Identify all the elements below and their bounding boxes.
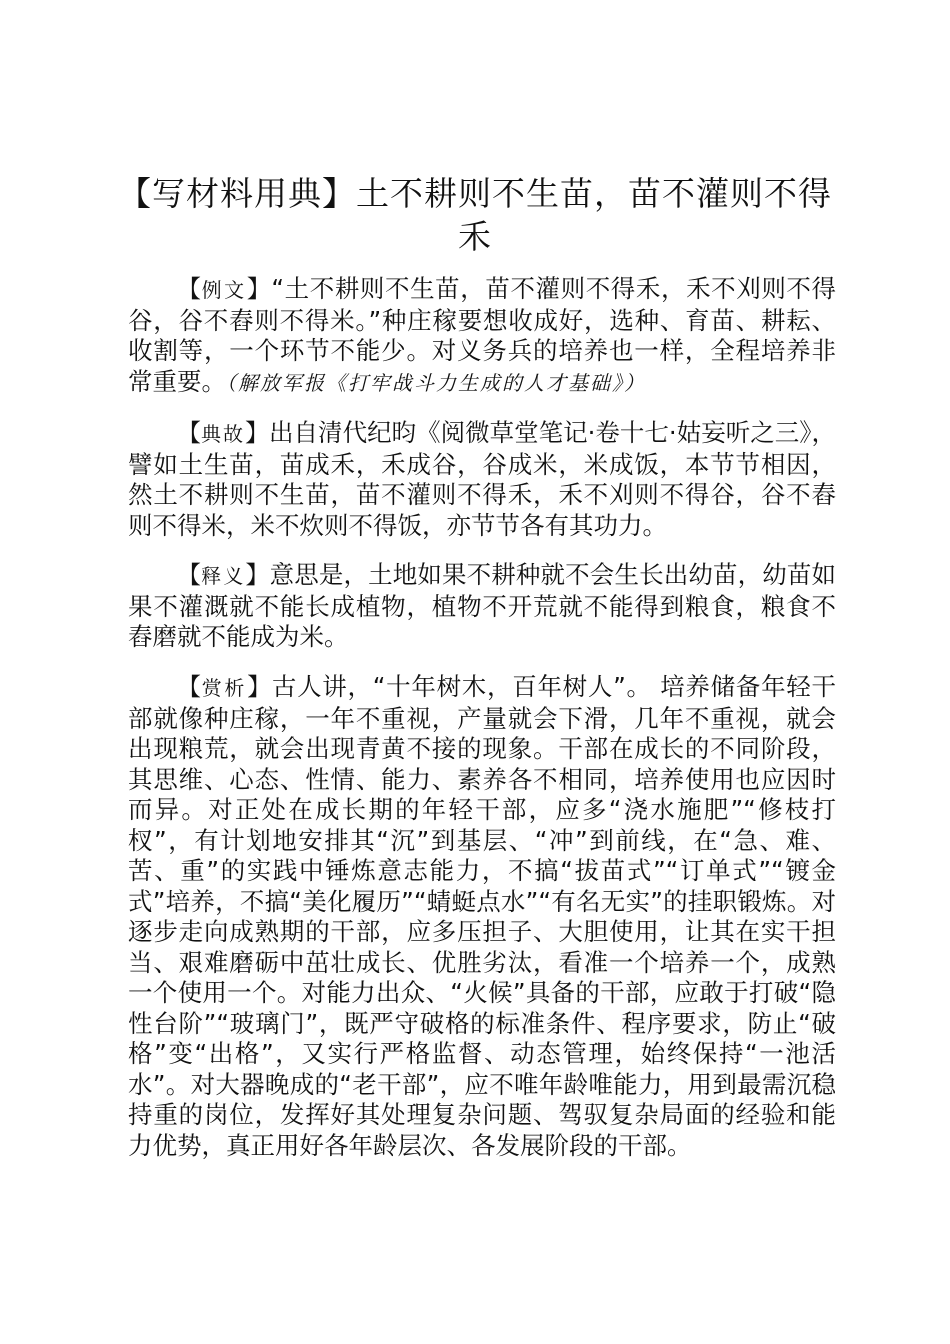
section-tag-example xyxy=(177,275,272,303)
analysis-paragraph xyxy=(128,672,836,1161)
origin-paragraph xyxy=(128,418,836,541)
meaning-paragraph xyxy=(128,560,836,653)
meaning-body: 意思是，土地如果不耕种就不会生长出幼苗，幼苗如果不灌溉就不能长成植物，植物不开荒就不能得到粮食，粮食不舂磨就不能成为米。 xyxy=(128,560,837,651)
example-body: “土不耕则不生苗，苗不灌则不得禾，禾不刈则不得谷，谷不舂则不得米。”种庄稼要想收成好，选种、育苗、耕耘、收割等，一个环节不能少。对义务兵的培养也一样，全程培养非常重要。 xyxy=(128,274,837,396)
example-source: （解放军报《打牢战斗力生成的人才基础》） xyxy=(226,370,646,395)
tag-label: 例文 xyxy=(201,278,247,302)
tag-open-bracket: 【 xyxy=(177,419,202,447)
tag-open-bracket: 【 xyxy=(177,275,202,303)
tag-close-bracket: 】 xyxy=(246,275,272,303)
section-tag-origin xyxy=(177,419,270,447)
tag-open-bracket: 【 xyxy=(177,561,202,589)
tag-close-bracket: 】 xyxy=(245,561,270,589)
tag-close-bracket: 】 xyxy=(247,673,272,701)
section-tag-meaning xyxy=(177,561,270,589)
tag-label: 典故 xyxy=(201,422,246,446)
tag-open-bracket: 【 xyxy=(177,673,202,701)
document-title: 【写材料用典】土不耕则不生苗，苗不灌则不得禾 xyxy=(118,174,832,256)
tag-label: 释义 xyxy=(201,564,246,588)
tag-close-bracket: 】 xyxy=(245,419,270,447)
tag-label: 赏析 xyxy=(201,676,248,700)
example-paragraph xyxy=(128,274,836,398)
section-tag-analysis xyxy=(177,673,272,701)
origin-body: 出自清代纪昀《阅微草堂笔记·卷十七·姑妄听之三》，譬如土生苗，苗成禾，禾成谷，谷成米，米成饭，本节节相因，然土不耕则不生苗，苗不灌则不得禾，禾不刈则不得谷，谷不舂则不得米，米不炊则不得饭，亦节节各有其功力。 xyxy=(128,418,837,540)
analysis-body: 古人讲，“十年树木，百年树人”。 培养储备年轻干部就像种庄稼，一年不重视，产量就会下滑，几年不重视，就会出现粮荒，就会出现青黄不接的现象。干部在成长的不同阶段，其思维、心态、性情、能力、素养各不相同，培养使用也应因时而异。对正处在成长期的年轻干部，应多“浇水施肥”“修枝打杈”，有计划地安排其“沉”到基层、“冲”到前线，在“急、难、苦、重”的实践中锤炼意志能力，不搞“拔苗式”“订单式”“镀金式”培养，不搞“美化履历”“蜻蜓点水”“有名无实”的挂职锻炼。对逐步走向成熟期的干部，应多压担子、大胆使用，让其在实干担当、艰难磨砺中茁壮成长、优胜劣汰，看准一个培养一个，成熟一个使用一个。对能力出众、“火候”具备的干部，应敢于打破“隐性台阶”“玻璃门”，既严守破格的标准条件、程序要求，防止“破格”变“出格”，又实行严格监督、动态管理，始终保持“一池活水”。对大器晚成的“老干部”，应不唯年龄唯能力，用到最需沉稳持重的岗位，发挥好其处理复杂问题、驾驭复杂局面的经验和能力优势，真正用好各年龄层次、各发展阶段的干部。 xyxy=(128,672,837,1160)
